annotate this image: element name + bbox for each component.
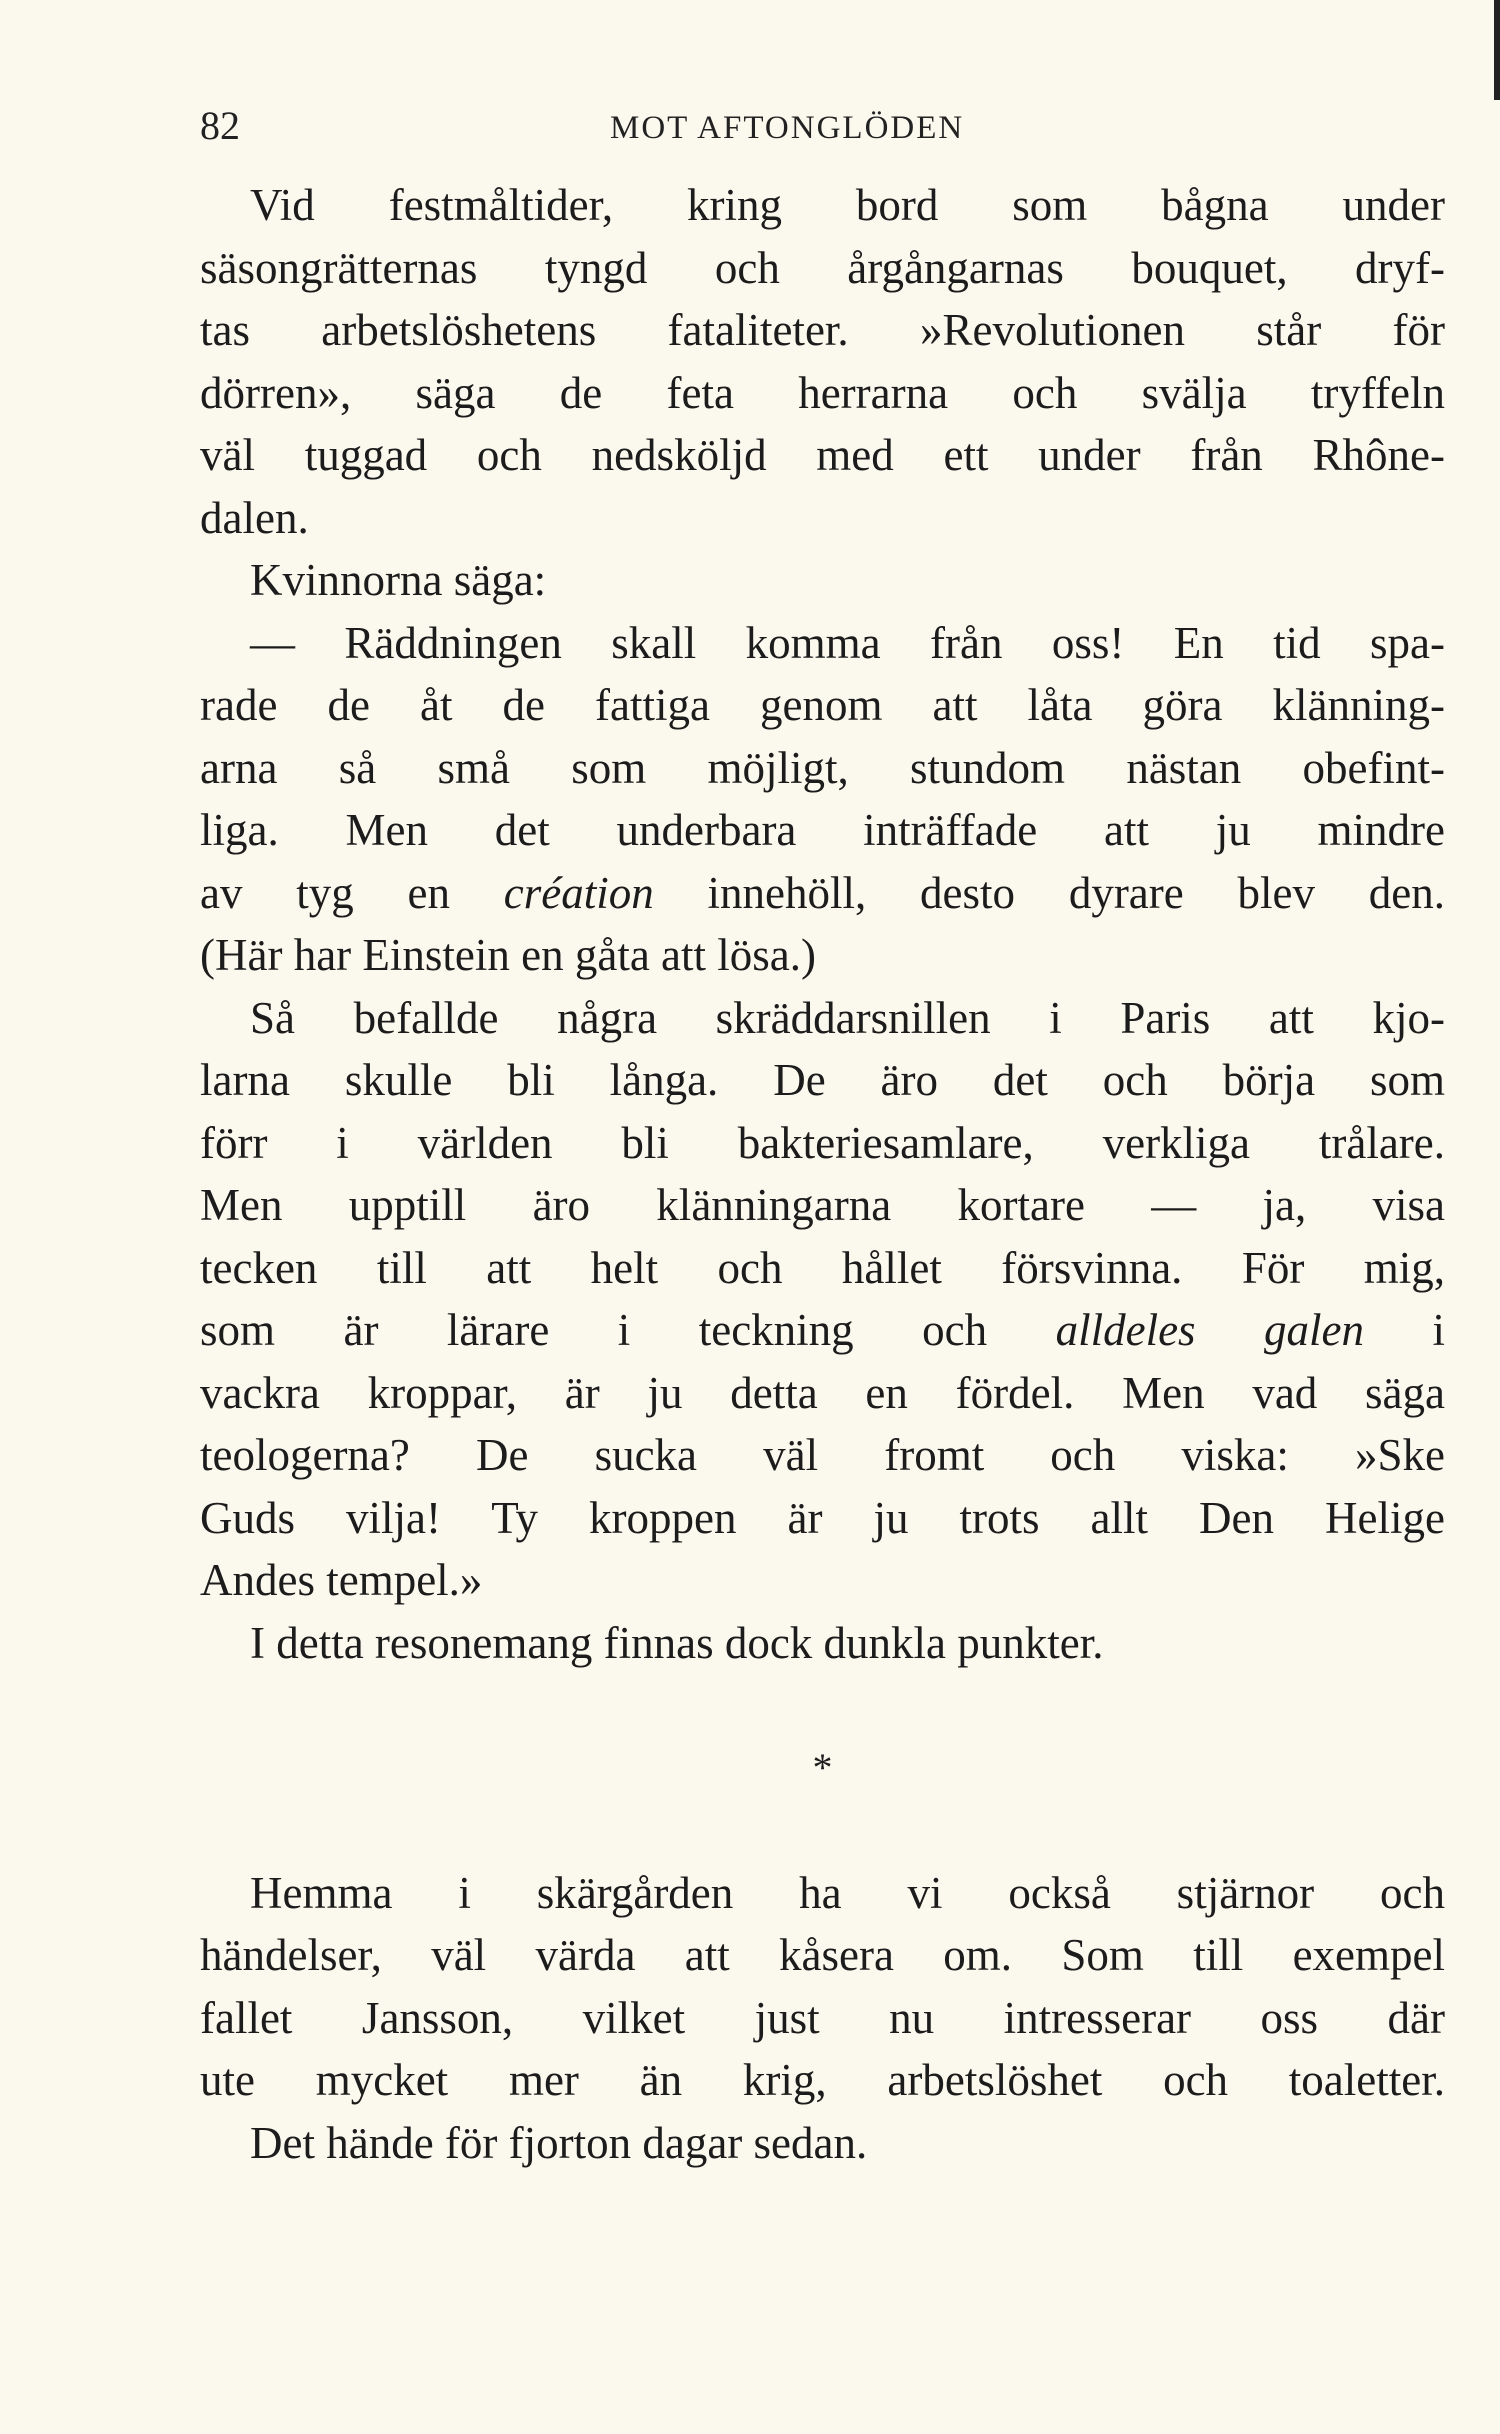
text-line: Hemma i skärgården ha vi också stjärnor och [250,1867,1445,1918]
text-line: teologerna? De sucka väl fromt och viska: »Ske [200,1430,1445,1480]
page-number: 82 [200,103,240,148]
text-line: rade de åt de fattiga genom att låta göra klänning- [200,680,1445,730]
running-title: MOT AFTONGLÖDEN [610,110,965,146]
text-line: dalen. [200,492,309,543]
text-segment: innehöll, desto dyrare blev den. [653,867,1445,918]
text-line: Andes tempel.» [200,1555,483,1605]
text-segment: som är lärare i teckning och [200,1305,1056,1355]
italic-phrase: alldeles galen [1055,1305,1365,1355]
page-header [200,96,1445,156]
text-line: larna skulle bli långa. De äro det och börja som [200,1055,1445,1105]
text-line: vackra kroppar, är ju detta en fördel. Men vad säga [200,1367,1445,1418]
text-line: Det hände för fjorton dagar sedan. [250,2117,868,2168]
text-line [200,862,1445,925]
body-text [200,174,1445,2174]
text-line: Guds vilja! Ty kroppen är ju trots allt Den Helige [200,1492,1445,1543]
text-line: Vid festmåltider, kring bord som bågna under [250,180,1445,230]
text-line: Men upptill äro klänningarna kortare — ja, visa [200,1180,1445,1230]
text-line: — Räddningen skall komma från oss! En tid spa- [250,617,1445,668]
section-gap [200,1674,1445,1737]
text-line: fallet Jansson, vilket just nu intresserar oss där [200,1992,1445,2043]
section-gap [200,1799,1445,1862]
text-line: tas arbetslöshetens fataliteter. »Revolutionen står för [200,305,1445,355]
page-edge-shadow [1494,0,1500,100]
text-line: händelser, väl värda att kåsera om. Som till exempel [200,1930,1445,1980]
text-line: väl tuggad och nedsköljd med ett under från Rhône- [200,430,1445,480]
text-line: förr i världen bli bakteriesamlare, verkliga trålare. [200,1117,1445,1168]
text-segment: i [1364,1305,1445,1355]
text-line: ute mycket mer än krig, arbetslöshet och toaletter. [200,2055,1445,2105]
text-line: Kvinnorna säga: [250,555,547,605]
text-line: dörren», säga de feta herrarna och svälja tryffeln [200,367,1445,418]
text-line: Så befallde några skräddarsnillen i Paris att kjo- [250,992,1445,1043]
text-line: (Här har Einstein en gåta att lösa.) [200,930,817,980]
italic-word: création [503,867,654,918]
text-line: säsongrätternas tyngd och årgångarnas bouquet, dryf- [200,242,1445,293]
text-line: arna så små som möjligt, stundom nästan obefint- [200,742,1445,793]
section-break-asterisk: * [812,1744,833,1790]
text-line: liga. Men det underbara inträffade att ju mindre [200,805,1445,855]
text-line [200,1299,1445,1362]
text-line: tecken till att helt och hållet försvinna. För mig, [200,1242,1445,1293]
text-segment: av tyg en [200,867,504,918]
text-line: I detta resonemang finnas dock dunkla punkter. [250,1617,1104,1668]
